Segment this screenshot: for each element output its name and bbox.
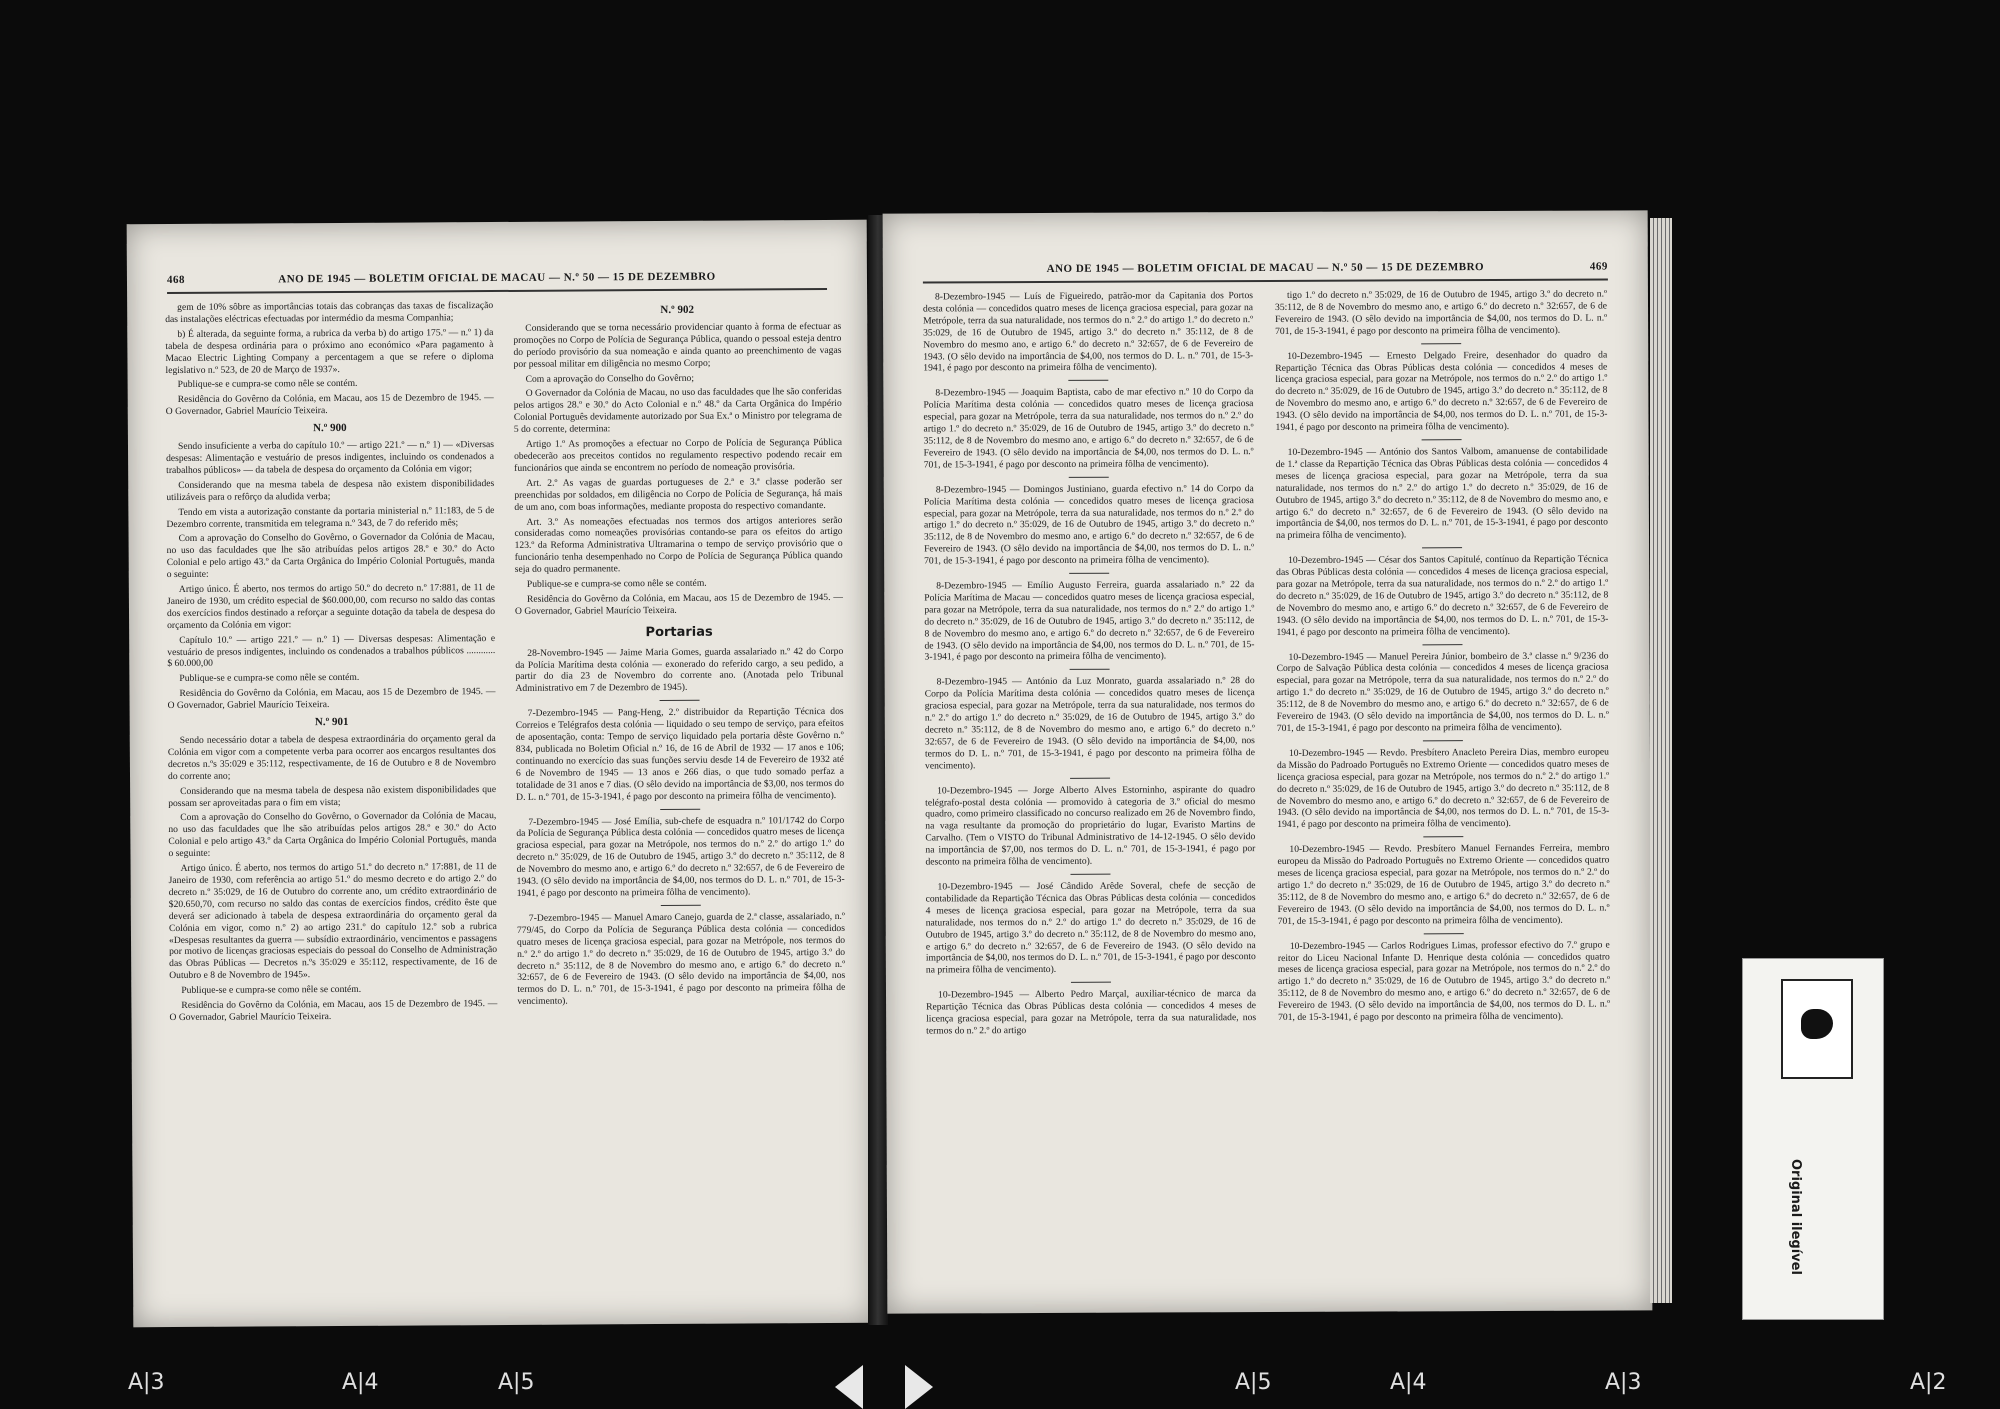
header-title-right: ANO DE 1945 — BOLETIM OFICIAL DE MACAU — N.º 50 — 15 DE DEZEMBRO [1046, 261, 1485, 275]
decree-number: N.º 900 [313, 422, 347, 435]
paragraph: Com a aprovação do Conselho do Govêrno, o Governador da Colónia de Macau, no uso das faculdades que lhe são atribuídas pelos artigos 28.º e 30.º do Acto Colonial e pelo artigo 43.º da Carta Orgânica do Império Colonial Português, manda o seguinte: [166, 531, 495, 581]
illegible-original-slip [1742, 958, 1884, 1320]
paragraph: Artigo único. É aberto, nos termos do artigo 51.º do decreto n.º 17:881, de 11 de Janeiro de 1930, com referência ao artigo 51.º do mesmo decreto e do artigo 2.º do decreto n.º 35:029, de 16 de Outubro do corrente ano, um crédito extraordinário de $20.650,70, com recurso no saldo das contas de exercícios findos, crédito êste que deverá ser adicionado à tabela de despesa extraordinária do orçamento geral da Colónia em vigor, como n.º 2) ao artigo 231.º do capítulo 12.º sob a rubrica «Despesas resultantes da guerra — subsídio extraordinário, vencimentos e passagens por motivo de licenças graciosas especiais do pessoal do Conselho de Administração das Obras Públicas — Decretos n.ºs 35:029 e 35:112, respectivamente, de 16 de Outubro e 8 de Novembro de 1945». [168, 861, 498, 982]
page-number-left: 468 [166, 273, 186, 287]
paragraph: 7-Dezembro-1945 — Pang-Heng, 2.º distribuidor da Repartição Técnica dos Correios e Telégrafos desta colónia — liquidado o seu tempo de serviço, para efeitos de aposentação, conta: Tempo de serviço liquidado pela portaria dêste Govêrno n.º 834, publicada no Boletim Oficial n.º 16, de 16 de Abril de 1932 — 17 anos e 106; continuando no exercício das suas funções serviu desde 14 de Fevereiro de 1932 até 6 de Novembro de 1945 — 13 anos e 266 dias, o que tudo somado perfaz a totalidade de 31 anos e 7 dias. (O sêlo devido na importância de $3,00, nos termos do D. L. n.º 701, de 15-3-1941, é pago por desconto na primeira fôlha de vencimento). [515, 706, 845, 803]
running-head-left [167, 270, 827, 294]
separator [1070, 777, 1110, 778]
separator [1421, 343, 1461, 344]
right-column-2 [1275, 289, 1610, 1027]
paragraph: Sendo necessário dotar a tabela de despesa extraordinária do orçamento geral da Colónia em vigor com a competente verba para ocorrer aos encargos resultantes dos decretos n.ºs 35:029 e 35:112, respectivamente, de 16 de Outubro e 8 de Novembro do corrente ano; [167, 733, 496, 782]
separator [1069, 476, 1109, 477]
separator [1069, 573, 1109, 574]
paragraph: Com a aprovação do Conselho do Govêrno; [525, 372, 695, 385]
paragraph: 7-Dezembro-1945 — Manuel Amaro Canejo, guarda de 2.ª classe, assalariado, n.º 779/45, do Corpo da Polícia de Segurança Pública desta colónia — concedidos quatro meses de licença graciosa especial, para gozar na Metrópole, nos termos do n.º 2.º do artigo 1.º do decreto n.º 35:029, de 16 de Outubro de 1945, artigo 3.º do decreto n.º 35:112, de 8 de Novembro do mesmo ano, e artigo 6.º do decreto n.º 32:657, de 6 de Fevereiro de 1943. (O sêlo devido na importância de $4,00, nos termos do D. L. n.º 701, de 15-3-1941, é pago por desconto na primeira fôlha de vencimento). [516, 910, 846, 1008]
paragraph: 10-Dezembro-1945 — Carlos Rodrigues Limas, professor efectivo do 7.º grupo e reitor do Liceu Nacional Infante D. Henrique desta colónia — concedidos quatro meses de licença graciosa especial, para gozar na Metrópole, nos termos do n.º 2.º do artigo 1.º do decreto n.º 35:029, de 16 de Outubro de 1945, artigo 3.º do decreto n.º 35:112, de 8 de Novembro do mesmo ano, e artigo 6.º do decreto n.º 32:657, de 6 de Fevereiro de 1943. (O sêlo devido na importância de $4,00, nos termos do D. L. n.º 701, de 15-3-1941, é pago por desconto na primeira fôlha de vencimento). [1277, 939, 1611, 1023]
separator [660, 700, 700, 701]
separator [1422, 439, 1462, 440]
film-marker: A|5 [1235, 1370, 1272, 1395]
page-number-right: 469 [1589, 260, 1608, 273]
paragraph: Artigo 1.º As promoções a efectuar no Corpo de Polícia de Segurança Pública obedecerão aos preceitos contidos no regulamento respectivo podendo recair em funcionários que ainda se encontrem no período de nomeação provisória. [514, 436, 843, 474]
left-column-1 [165, 300, 497, 1027]
separator [660, 808, 700, 809]
paragraph: 8-Dezembro-1945 — Domingos Justiniano, guarda efectivo n.º 14 do Corpo da Polícia Marítima desta colónia — concedidos quatro meses de licença graciosa especial, para gozar na Metrópole, terra da sua naturalidade, nos termos do n.º 2.º do artigo 1.º do decreto n.º 35:029, de 16 de Outubro de 1945, artigo 3.º do decreto n.º 35:112, de 8 de Novembro do mesmo ano, e artigo 6.º do decreto n.º 32:657, de 6 de Fevereiro de 1943. (O sêlo devido na importância de $4,00, nos termos do D. L. n.º 701, de 15-3-1941, é pago por desconto na primeira fôlha de vencimento). [923, 482, 1255, 567]
right-page [883, 210, 1653, 1313]
paragraph: Considerando que na mesma tabela de despesa não existem disponibilidades que possam ser aproveitadas para o fim em vista; [168, 783, 497, 809]
separator [1070, 874, 1110, 875]
paragraph: gem de 10% sôbre as importâncias totais das cobranças das taxas de fiscalização das instalações eléctricas efectuadas por intermédio da mesma Companhia; [165, 300, 494, 325]
paragraph: Artigo único. É aberto, nos termos do artigo 50.º do decreto n.º 17:881, de 11 de Janeiro de 1930, um crédito especial de $60.000,00, com recurso no saldo das contas dos exercícios findos destinado a reforçar a seguinte dotação da tabela de despesa do orçamento da Colónia em vigor: [166, 582, 496, 631]
paragraph: Publique-se e cumpra-se como nêle se contém. [177, 378, 358, 391]
right-column-1 [923, 290, 1256, 1040]
paragraph: Considerando que se torna necessário providenciar quanto à forma de efectuar as promoções no Corpo de Polícia de Segurança Pública, quando o pessoal esteja dentro do período provisório da sua nomeação e ainda quanto ao preenchimento de vagas por pessoal militar em diligência no mesmo Corpo; [513, 320, 842, 370]
paragraph: Publique-se e cumpra-se como nêle se contém. [179, 672, 360, 685]
paragraph: Residência do Govêrno da Colónia, em Macau, aos 15 de Dezembro de 1945. — O Governador, Gabriel Maurício Teixeira. [165, 392, 494, 418]
film-marker: A|3 [128, 1370, 165, 1395]
paragraph: Considerando que na mesma tabela de despesa não existem disponibilidades utilizáveis para o refôrço da aludida verba; [166, 477, 495, 503]
separator [661, 905, 701, 906]
paragraph: Residência do Govêrno da Colónia, em Macau, aos 15 de Dezembro de 1945. — O Governador, Gabriel Maurício Teixeira. [514, 591, 843, 617]
arrow-right-icon [905, 1365, 933, 1409]
separator [1422, 644, 1462, 645]
arrow-left-icon [835, 1365, 863, 1409]
section-heading: Portarias [645, 624, 713, 640]
separator [1424, 933, 1464, 934]
film-marker: A|2 [1910, 1370, 1947, 1395]
paragraph: 10-Dezembro-1945 — Manuel Pereira Júnior, bombeiro de 3.ª classe n.º 9/236 do Corpo de Salvação Pública desta colónia — concedidos 4 meses de licença graciosa especial, para gozar na Metrópole, terra da sua naturalidade, nos termos do n.º 2.º do artigo 1.º do decreto n.º 35:029, de 16 de Outubro de 1945, artigo 3.º do decreto n.º 35:112, de 8 de Novembro do mesmo ano, e artigo 6.º do decreto n.º 32:657, de 6 de Fevereiro de 1943. (O sêlo devido na importância de $4,00, nos termos do D. L. n.º 701, de 15-3-1941, é pago por desconto na primeira fôlha de vencimento). [1276, 650, 1609, 734]
paragraph: 10-Dezembro-1945 — Revdo. Presbítero Anacleto Pereira Dias, membro europeu da Missão do Padroado Português no Extremo Oriente — concedidos quatro meses de licença graciosa especial, para gozar na Metrópole, nos termos do n.º 2.º do artigo 1.º do decreto n.º 35:029, de 16 de Outubro de 1945, artigo 3.º do decreto n.º 35:112, de 8 de Novembro do mesmo ano, e artigo 6.º do decreto n.º 32:657, de 6 de Fevereiro de 1943. (O sêlo devido na importância de $4,00, nos termos do D. L. n.º 701, de 15-3-1941, é pago por desconto na primeira fôlha de vencimento). [1276, 746, 1610, 831]
paragraph: Residência do Govêrno da Colónia, em Macau, aos 15 de Dezembro de 1945. — O Governador, Gabriel Maurício Teixeira. [167, 686, 496, 712]
paragraph: tigo 1.º do decreto n.º 35:029, de 16 de Outubro de 1945, artigo 3.º do decreto n.º 35:112, de 8 de Novembro do mesmo ano, e artigo 6.º do decreto n.º 32:657, de 6 de Fevereiro de 1943. (O sêlo devido na importância de $4,00, nos termos do D. L. n.º 701, de 15-3-1941, é pago por desconto na primeira fôlha de vencimento). [1274, 288, 1608, 337]
paragraph: Sendo insuficiente a verba do capítulo 10.º — artigo 221.º — n.º 1) — «Diversas despesas: Alimentação e vestuário de presos indigentes, incluindo os condenados a trabalhos públicos» — da tabela de despesa do orçamento da Colónia em vigor; [166, 439, 495, 476]
separator [1070, 669, 1110, 670]
paragraph: Publique-se e cumpra-se como nêle se contém. [526, 577, 707, 590]
paragraph: Residência do Govêrno da Colónia, em Macau, aos 15 de Dezembro de 1945. — O Governador, Gabriel Maurício Teixeira. [169, 998, 498, 1023]
separator [1422, 547, 1462, 548]
paragraph: 10-Dezembro-1945 — Ernesto Delgado Freire, desenhador do quadro da Repartição Técnica das Obras Públicas desta colónia — concedidos 4 meses de licença graciosa especial, para gozar na Metrópole, nos termos do n.º 2.º do artigo 1.º do decreto n.º 35:029, de 16 de Outubro de 1945, artigo 3.º do decreto n.º 35:112, de 8 de Novembro do mesmo ano, e artigo 6.º do decreto n.º 32:657, de 6 de Fevereiro de 1943. (O sêlo devido na importância de $4,00, nos termos do D. L. n.º 701, de 15-3-1941, é pago por desconto na primeira fôlha de vencimento). [1275, 349, 1608, 434]
page-edge-stack [1650, 218, 1672, 1303]
separator [1071, 982, 1111, 983]
paragraph: 10-Dezembro-1945 — José Cândido Arêde Soveral, chefe de secção de contabilidade da Repartição Técnica das Obras Públicas desta colónia — concedidos 4 meses de licença graciosa especial, para gozar na Metrópole, terra da sua naturalidade, nos termos do n.º 2.º do artigo 1.º do decreto n.º 35:029, de 16 de Outubro de 1945, artigo 3.º do decreto n.º 35:112, de 8 de Novembro do mesmo ano, e artigo 6.º do decreto n.º 32:657, de 6 de Fevereiro de 1943. (O sêlo devido na importância de $4,00, nos termos do D. L. n.º 701, de 15-3-1941, é pago por desconto na primeira fôlha de vencimento). [925, 880, 1256, 976]
film-marker: A|3 [1605, 1370, 1642, 1395]
paragraph: 8-Dezembro-1945 — Joaquim Baptista, cabo de mar efectivo n.º 10 do Corpo da Polícia Marítima desta colónia — concedidos quatro meses de licença graciosa especial, para gozar na Metrópole, terra da sua naturalidade, nos termos do n.º 2.º do artigo 1.º do decreto n.º 35:029, de 16 de Outubro de 1945, artigo 3.º do decreto n.º 35:112, de 8 de Novembro do mesmo ano, e artigo 6.º do decreto n.º 32:657, de 6 de Fevereiro de 1943. (O sêlo devido na importância de $4,00, nos termos do D. L. n.º 701, de 15-3-1941, é pago por desconto na primeira fôlha de vencimento). [923, 386, 1254, 471]
running-head-right [923, 261, 1608, 284]
paragraph: 8-Dezembro-1945 — António da Luz Monrato, guarda assalariado n.º 28 do Corpo da Polícia Marítima desta colónia — concedidos quatro meses de licença graciosa especial, para gozar na Metrópole, terra da sua naturalidade, nos termos do n.º 2.º do artigo 1.º do decreto n.º 35:029, de 16 de Outubro de 1945, artigo 3.º do decreto n.º 35:112, de 8 de Novembro do mesmo ano, e artigo 6.º do decreto n.º 32:657, de 6 de Fevereiro de 1943. (O sêlo devido na importância de $4,00, nos termos do D. L. n.º 701, de 15-3-1941, é pago por desconto na primeira fôlha de vencimento). [924, 675, 1255, 772]
film-marker: A|5 [498, 1370, 535, 1395]
slip-label: Original ilegível [1788, 1159, 1803, 1275]
film-marker: A|4 [342, 1370, 379, 1395]
paragraph: 28-Novembro-1945 — Jaime Maria Gomes, guarda assalariado n.º 42 do Corpo da Polícia Marítima desta colónia — exonerado do referido cargo, a seu pedido, a partir do dia 23 de Novembro do corrente ano. (Anotada pelo Tribunal Administrativo em 7 de Dezembro de 1945). [515, 645, 844, 695]
paragraph: 10-Dezembro-1945 — Alberto Pedro Marçal, auxiliar-técnico de marca da Repartição Técnica das Obras Públicas desta colónia — concedidos 4 meses de licença graciosa especial, para gozar na Metrópole, terra da sua naturalidade, nos termos do n.º 2.º do artigo [926, 988, 1257, 1037]
paragraph: 10-Dezembro-1945 — César dos Santos Capitulé, contínuo da Repartição Técnica das Obras Públicas desta colónia — concedidos 4 meses de licença graciosa especial, para gozar na Metrópole, terra da sua naturalidade, nos termos do n.º 2.º do artigo 1.º do decreto n.º 35:029, de 16 de Outubro de 1945, artigo 3.º do decreto n.º 35:112, de 8 de Novembro do mesmo ano, e artigo 6.º do decreto n.º 32:657, de 6 de Fevereiro de 1943. (O sêlo devido na importância de $4,00, nos termos do D. L. n.º 701, de 15-3-1941, é pago por desconto na primeira fôlha de vencimento). [1276, 553, 1609, 638]
paragraph: O Governador da Colónia de Macau, no uso das faculdades que lhe são conferidas pelos artigos 28.º e 30.º do Acto Colonial e n.º 48.º da Carta Orgânica do Império Colonial Português devidamente autorizado por Sua Ex.ª o Ministro por telegrama de 5 do corrente, determina: [513, 386, 842, 436]
paragraph: 8-Dezembro-1945 — Luís de Figueiredo, patrão-mor da Capitania dos Portos desta colónia — concedidos quatro meses de licença graciosa especial, para gozar na Metrópole, terra da sua naturalidade, nos termos do n.º 2.º do artigo 1.º do decreto n.º 35:029, de 16 de Outubro de 1945, artigo 3.º do decreto n.º 35:112, de 8 de Novembro do mesmo ano, e artigo 6.º do decreto n.º 32:657, de 6 de Fevereiro de 1943. (O sêlo devido na importância de $4,00, nos termos do D. L. n.º 701, de 15-3-1941, é pago por desconto na primeira fôlha de vencimento). [922, 290, 1254, 374]
paragraph: Art. 3.º As nomeações efectuadas nos termos dos artigos anteriores serão consideradas como nomeações provisórias contando-se para os efeitos do artigo 123.º da Reforma Administrativa Ultramarina o tempo de serviço provisório que o funcionário tenha desempenhado no Corpo de Polícia de Segurança Pública quando seja do quadro permanente. [514, 514, 843, 576]
paragraph: Com a aprovação do Conselho do Govêrno, o Governador da Colónia de Macau, no uso das faculdades que lhe são atribuídas pelos artigos 28.º e 30.º do Acto Colonial e pelo artigo 43.º da Carta Orgânica do Império Colonial Português, manda o seguinte: [168, 810, 497, 860]
paragraph: Tendo em vista a autorização constante da portaria ministerial n.º 11:183, de 5 de Dezembro corrente, transmitida em telegrama n.º 343, de 7 do referido mês; [166, 504, 495, 530]
emblem-icon [1781, 979, 1853, 1079]
paragraph: Publique-se e cumpra-se como nêle se contém. [181, 983, 362, 997]
paragraph: Art. 2.º As vagas de guardas portugueses de 2.ª e 3.ª classe poderão ser preenchidas por soldados, em diligência no Corpo de Polícia de Segurança, há mais de um ano, com boas informações, mediante proposta do respectivo comandante. [514, 475, 843, 513]
film-marker: A|4 [1390, 1370, 1427, 1395]
paragraph: 10-Dezembro-1945 — Revdo. Presbítero Manuel Fernandes Ferreira, membro europeu da Missão do Padroado Português no Extremo Oriente — concedidos quatro meses de licença graciosa especial, para gozar na Metrópole, nos termos do n.º 2.º do artigo 1.º do decreto n.º 35:029, de 16 de Outubro de 1945, artigo 3.º do decreto n.º 35:112, de 8 de Novembro do mesmo ano, e artigo 6.º do decreto n.º 32:657, de 6 de Fevereiro de 1943. (O sêlo devido na importância de $4,00, nos termos do D. L. n.º 701, de 15-3-1941, é pago por desconto na primeira fôlha de vencimento). [1277, 842, 1610, 927]
header-title-left: ANO DE 1945 — BOLETIM OFICIAL DE MACAU — N.º 50 — 15 DE DEZEMBRO [278, 270, 716, 286]
paragraph: 7-Dezembro-1945 — José Emília, sub-chefe de esquadra n.º 101/1742 do Corpo da Polícia de Segurança Pública desta colónia — concedidos quatro meses de licença graciosa especial, para gozar na Metrópole, nos termos do n.º 2.º do artigo 1.º do decreto n.º 35:029, de 16 de Outubro de 1945, artigo 3.º do decreto n.º 35:112, de 8 de Novembro do mesmo ano, e artigo 6.º do decreto n.º 32:657, de 6 de Fevereiro de 1943. (O sêlo devido na importância de $4,00, nos termos do D. L. n.º 701, de 15-3-1941, é pago por desconto na primeira fôlha de vencimento). [516, 814, 845, 899]
decree-number: N.º 902 [660, 303, 694, 317]
paragraph: 10-Dezembro-1945 — Jorge Alberto Alves Estorninho, aspirante do quadro telégrafo-postal desta colónia — promovido à categoria de 3.º oficial do mesmo quadro, como primeiro classificado no concurso realizado em 26 de Novembro findo, na vaga resultante da promoção do proprietário do lugar, Evaristo Martins de Carvalho. (Tem o VISTO do Tribunal Administrativo de 14-12-1945. O sêlo devido na importância de $7,00, nos termos do D. L. n.º 701, de 15-3-1941, é pago por desconto na primeira fôlha de vencimento). [925, 783, 1256, 868]
paragraph: Capítulo 10.º — artigo 221.º — n.º 1) — Diversas despesas: Alimentação e vestuário de presos indigentes, incluindo os condenados a trabalhos públicos ............ $ 60.000,00 [167, 632, 496, 670]
separator [1423, 836, 1463, 837]
separator [1068, 380, 1108, 381]
separator [1423, 740, 1463, 741]
left-column-2 [513, 298, 845, 1011]
paragraph: b) É alterada, da seguinte forma, a rubrica da verba b) do artigo 175.º — n.º 1) da tabela de despesa ordinária para o próximo ano económico «Para pagamento à Macao Electric Lighting Company a percentagem a que se refere o diploma legislativo n.º 523, de 20 de Março de 1937». [165, 326, 494, 376]
left-page [127, 220, 874, 1327]
decree-number: N.º 901 [314, 716, 349, 729]
paragraph: 10-Dezembro-1945 — António dos Santos Valbom, amanuense de contabilidade de 1.ª classe da Repartição Técnica das Obras Públicas desta colónia — concedidos 4 meses de licença graciosa especial, para gozar na Metrópole, terra da sua naturalidade, nos termos do n.º 2.º do artigo 1.º do decreto n.º 35:029, de 16 de Outubro de 1945, artigo 3.º do decreto n.º 35:112, de 8 de Novembro do mesmo ano, e artigo 6.º do decreto n.º 32:657, de 6 de Fevereiro de 1943. (O sêlo devido na importância de $4,00, nos termos do D. L. n.º 701, de 15-3-1941, é pago por desconto na primeira fôlha de vencimento). [1275, 445, 1608, 542]
paragraph: 8-Dezembro-1945 — Emílio Augusto Ferreira, guarda assalariado n.º 22 da Polícia Marítima de Macau — concedidos quatro meses de licença graciosa especial, para gozar na Metrópole, terra da sua naturalidade, nos termos do n.º 2.º do artigo 1.º do decreto n.º 35:029, de 16 de Outubro de 1945, artigo 3.º do decreto n.º 35:112, de 8 de Novembro do mesmo ano, e artigo 6.º do decreto n.º 32:657, de 6 de Fevereiro de 1943. (O sêlo devido na importância de $4,00, nos termos do D. L. n.º 701, de 15-3-1941, é pago por desconto na primeira fôlha de vencimento). [924, 579, 1255, 663]
